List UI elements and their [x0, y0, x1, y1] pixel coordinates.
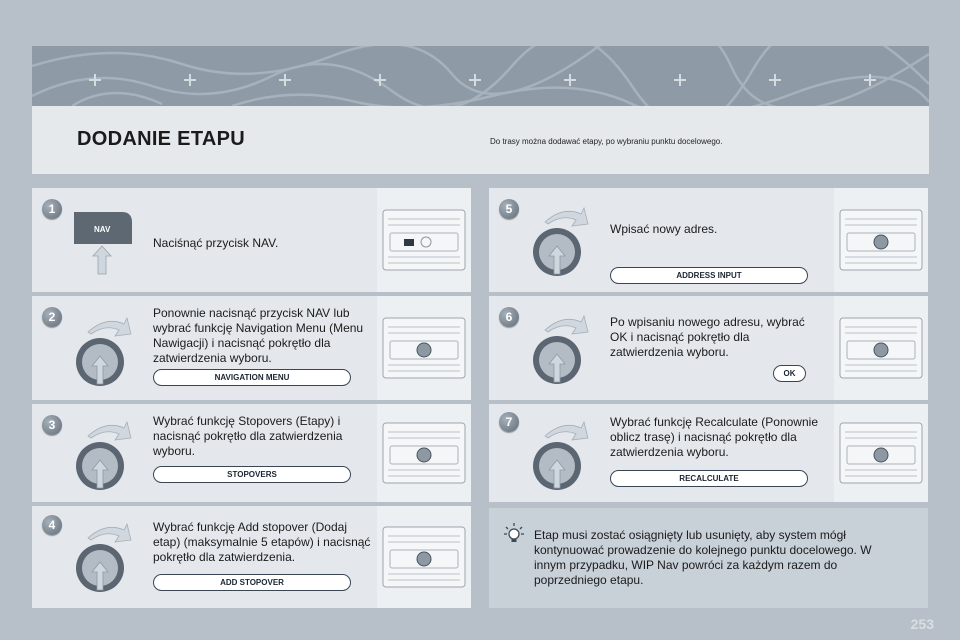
step-number-badge: 5 — [499, 199, 519, 219]
page-number: 253 — [910, 616, 934, 632]
note-box — [489, 508, 928, 608]
step-card-6 — [489, 296, 928, 400]
step-number-badge: 3 — [42, 415, 62, 435]
step-card-7 — [489, 404, 928, 502]
menu-label-pill: ADD STOPOVER — [153, 574, 351, 591]
rotary-knob-icon — [527, 194, 597, 284]
step-card-1 — [32, 188, 471, 292]
rotary-knob-icon — [70, 408, 140, 498]
lightbulb-icon — [503, 522, 525, 544]
nav-button-label: NAV — [94, 225, 111, 234]
step-instruction: Po wpisaniu nowego adresu, wybrać OK i nacisnąć pokrętło dla zatwierdzenia wyboru. — [610, 315, 805, 359]
menu-label-pill: NAVIGATION MENU — [153, 369, 351, 386]
step-instruction: Wybrać funkcję Stopovers (Etapy) i nacisnąć pokrętło dla zatwierdzenia wyboru. — [153, 414, 343, 458]
rotary-knob-icon — [527, 302, 597, 392]
step-instruction: Naciśnąć przycisk NAV. — [153, 236, 279, 250]
menu-label-pill: RECALCULATE — [610, 470, 808, 487]
step-card-5 — [489, 188, 928, 292]
intro-text: Do trasy można dodawać etapy, po wybraniu punktu docelowego. — [490, 137, 723, 146]
menu-label-pill: STOPOVERS — [153, 466, 351, 483]
device-screen-illustration — [377, 296, 471, 400]
header-banner — [32, 46, 929, 174]
rotary-knob-icon — [527, 408, 597, 498]
device-screen-illustration — [377, 506, 471, 608]
device-screen-illustration — [834, 404, 928, 502]
page-title: DODANIE ETAPU — [77, 128, 245, 150]
menu-label-pill: ADDRESS INPUT — [610, 267, 808, 284]
step-number-badge: 7 — [499, 412, 519, 432]
menu-label-pill: OK — [773, 365, 806, 382]
step-instruction: Wybrać funkcję Add stopover (Dodaj etap) (maksymalnie 5 etapów) i nacisnąć pokrętło dla zatwierdzenia. — [153, 520, 371, 564]
step-number-badge: 6 — [499, 307, 519, 327]
note-text: Etap musi zostać osiągnięty lub usunięty, aby system mógł kontynuować prowadzenie do kolejnego punktu docelowego. W innym przypadku, WIP Nav powróci za każdym razem do poprzedniego etapu. — [534, 528, 872, 587]
step-instruction: Wybrać funkcję Recalculate (Ponownie oblicz trasę) i nacisnąć pokrętło dla zatwierdzenia wyboru. — [610, 415, 818, 459]
header-map-pattern — [32, 46, 929, 106]
device-screen-illustration — [377, 188, 471, 292]
rotary-knob-icon — [70, 304, 140, 394]
step-number-badge: 4 — [42, 515, 62, 535]
device-screen-illustration — [834, 296, 928, 400]
device-screen-illustration — [377, 404, 471, 502]
step-card-3 — [32, 404, 471, 502]
step-number-badge: 2 — [42, 307, 62, 327]
step-instruction: Ponownie nacisnąć przycisk NAV lub wybrać funkcję Navigation Menu (Menu Nawigacji) i nacisnąć pokrętło dla zatwierdzenia wyboru. — [153, 306, 364, 365]
nav-button-icon — [72, 206, 142, 276]
step-card-4 — [32, 506, 471, 608]
rotary-knob-icon — [70, 510, 140, 600]
device-screen-illustration — [834, 188, 928, 292]
step-instruction: Wpisać nowy adres. — [610, 222, 718, 236]
step-card-2 — [32, 296, 471, 400]
step-number-badge: 1 — [42, 199, 62, 219]
